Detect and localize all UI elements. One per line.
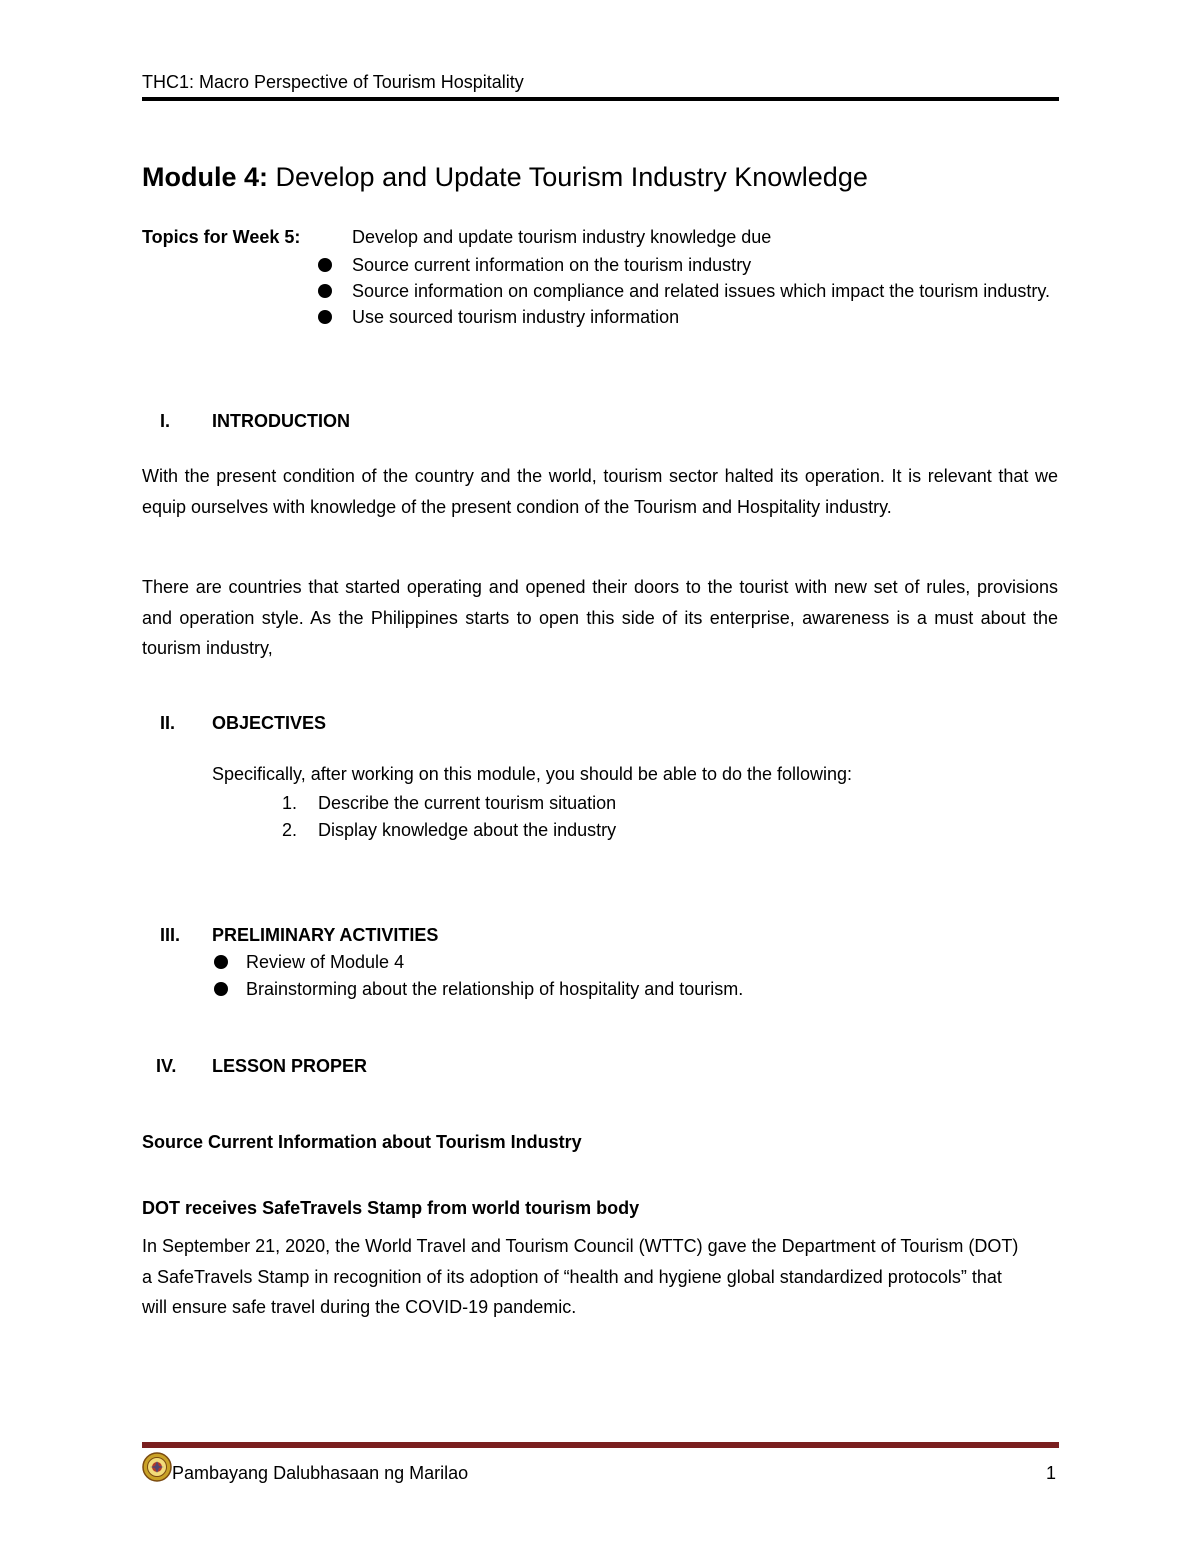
header-divider (142, 97, 1059, 101)
preliminary-item: Brainstorming about the relationship of hospitality and tourism. (212, 976, 743, 1003)
objective-item: 2. Display knowledge about the industry (282, 820, 617, 840)
course-header: THC1: Macro Perspective of Tourism Hospitality (142, 72, 524, 92)
preliminary-item: Review of Module 4 (212, 949, 743, 976)
bullet-icon (318, 310, 332, 324)
objective-item: 1. Describe the current tourism situation (282, 793, 617, 813)
module-title (142, 162, 868, 193)
section-number: III. (160, 925, 181, 945)
article-body: In September 21, 2020, the World Travel and Tourism Council (WTTC) gave the Department of Tourism (DOT) a SafeTravels Stamp in recognition of its adoption of “health and hygiene global standardized protocols” that will ensure safe travel during the COVID-19 pandemic. (142, 1236, 1019, 1317)
section-number: II. (160, 713, 176, 733)
page-number: 1 (1046, 1463, 1057, 1483)
section-title: INTRODUCTION (212, 411, 350, 431)
topics-label: Topics for Week 5: (142, 227, 301, 247)
bullet-icon (214, 982, 228, 996)
topics-main: Develop and update tourism industry knowledge due (352, 227, 772, 247)
bullet-icon (318, 284, 332, 298)
objectives-list (282, 790, 616, 844)
section-number: IV. (156, 1056, 177, 1076)
module-title-text: Develop and Update Tourism Industry Knowledge (268, 162, 868, 192)
section-number: I. (160, 411, 171, 431)
topic-list (314, 252, 1074, 330)
section-title: OBJECTIVES (212, 713, 327, 733)
lesson-subheading: Source Current Information about Tourism Industry (142, 1132, 582, 1152)
topic-item: Source information on compliance and related issues which impact the tourism industry. (314, 278, 1052, 304)
preliminary-list (212, 949, 743, 1003)
article-title: DOT receives SafeTravels Stamp from world tourism body (142, 1198, 640, 1218)
intro-paragraph-2: There are countries that started operating and opened their doors to the tourist with new set of rules, provisions and operation style. As the Philippines starts to open this side of its enterprise, awareness is a must about the tourism industry, (142, 577, 1058, 658)
footer-divider (142, 1442, 1059, 1448)
bullet-icon (214, 955, 228, 969)
objectives-intro: Specifically, after working on this module, you should be able to do the following: (212, 764, 853, 784)
section-title: LESSON PROPER (212, 1056, 368, 1076)
topic-item: Source current information on the tourism industry (314, 252, 1074, 278)
section-title: PRELIMINARY ACTIVITIES (212, 925, 439, 945)
intro-paragraph-1: With the present condition of the country and the world, tourism sector halted its operation. It is relevant that we equip ourselves with knowledge of the present condion of the Tourism and Hospitality industry. (142, 466, 1058, 517)
module-label: Module 4: (142, 162, 268, 192)
topic-item: Use sourced tourism industry information (314, 304, 1074, 330)
footer-school-name: Pambayang Dalubhasaan ng Marilao (172, 1463, 469, 1483)
bullet-icon (318, 258, 332, 272)
school-seal-icon (142, 1452, 172, 1482)
